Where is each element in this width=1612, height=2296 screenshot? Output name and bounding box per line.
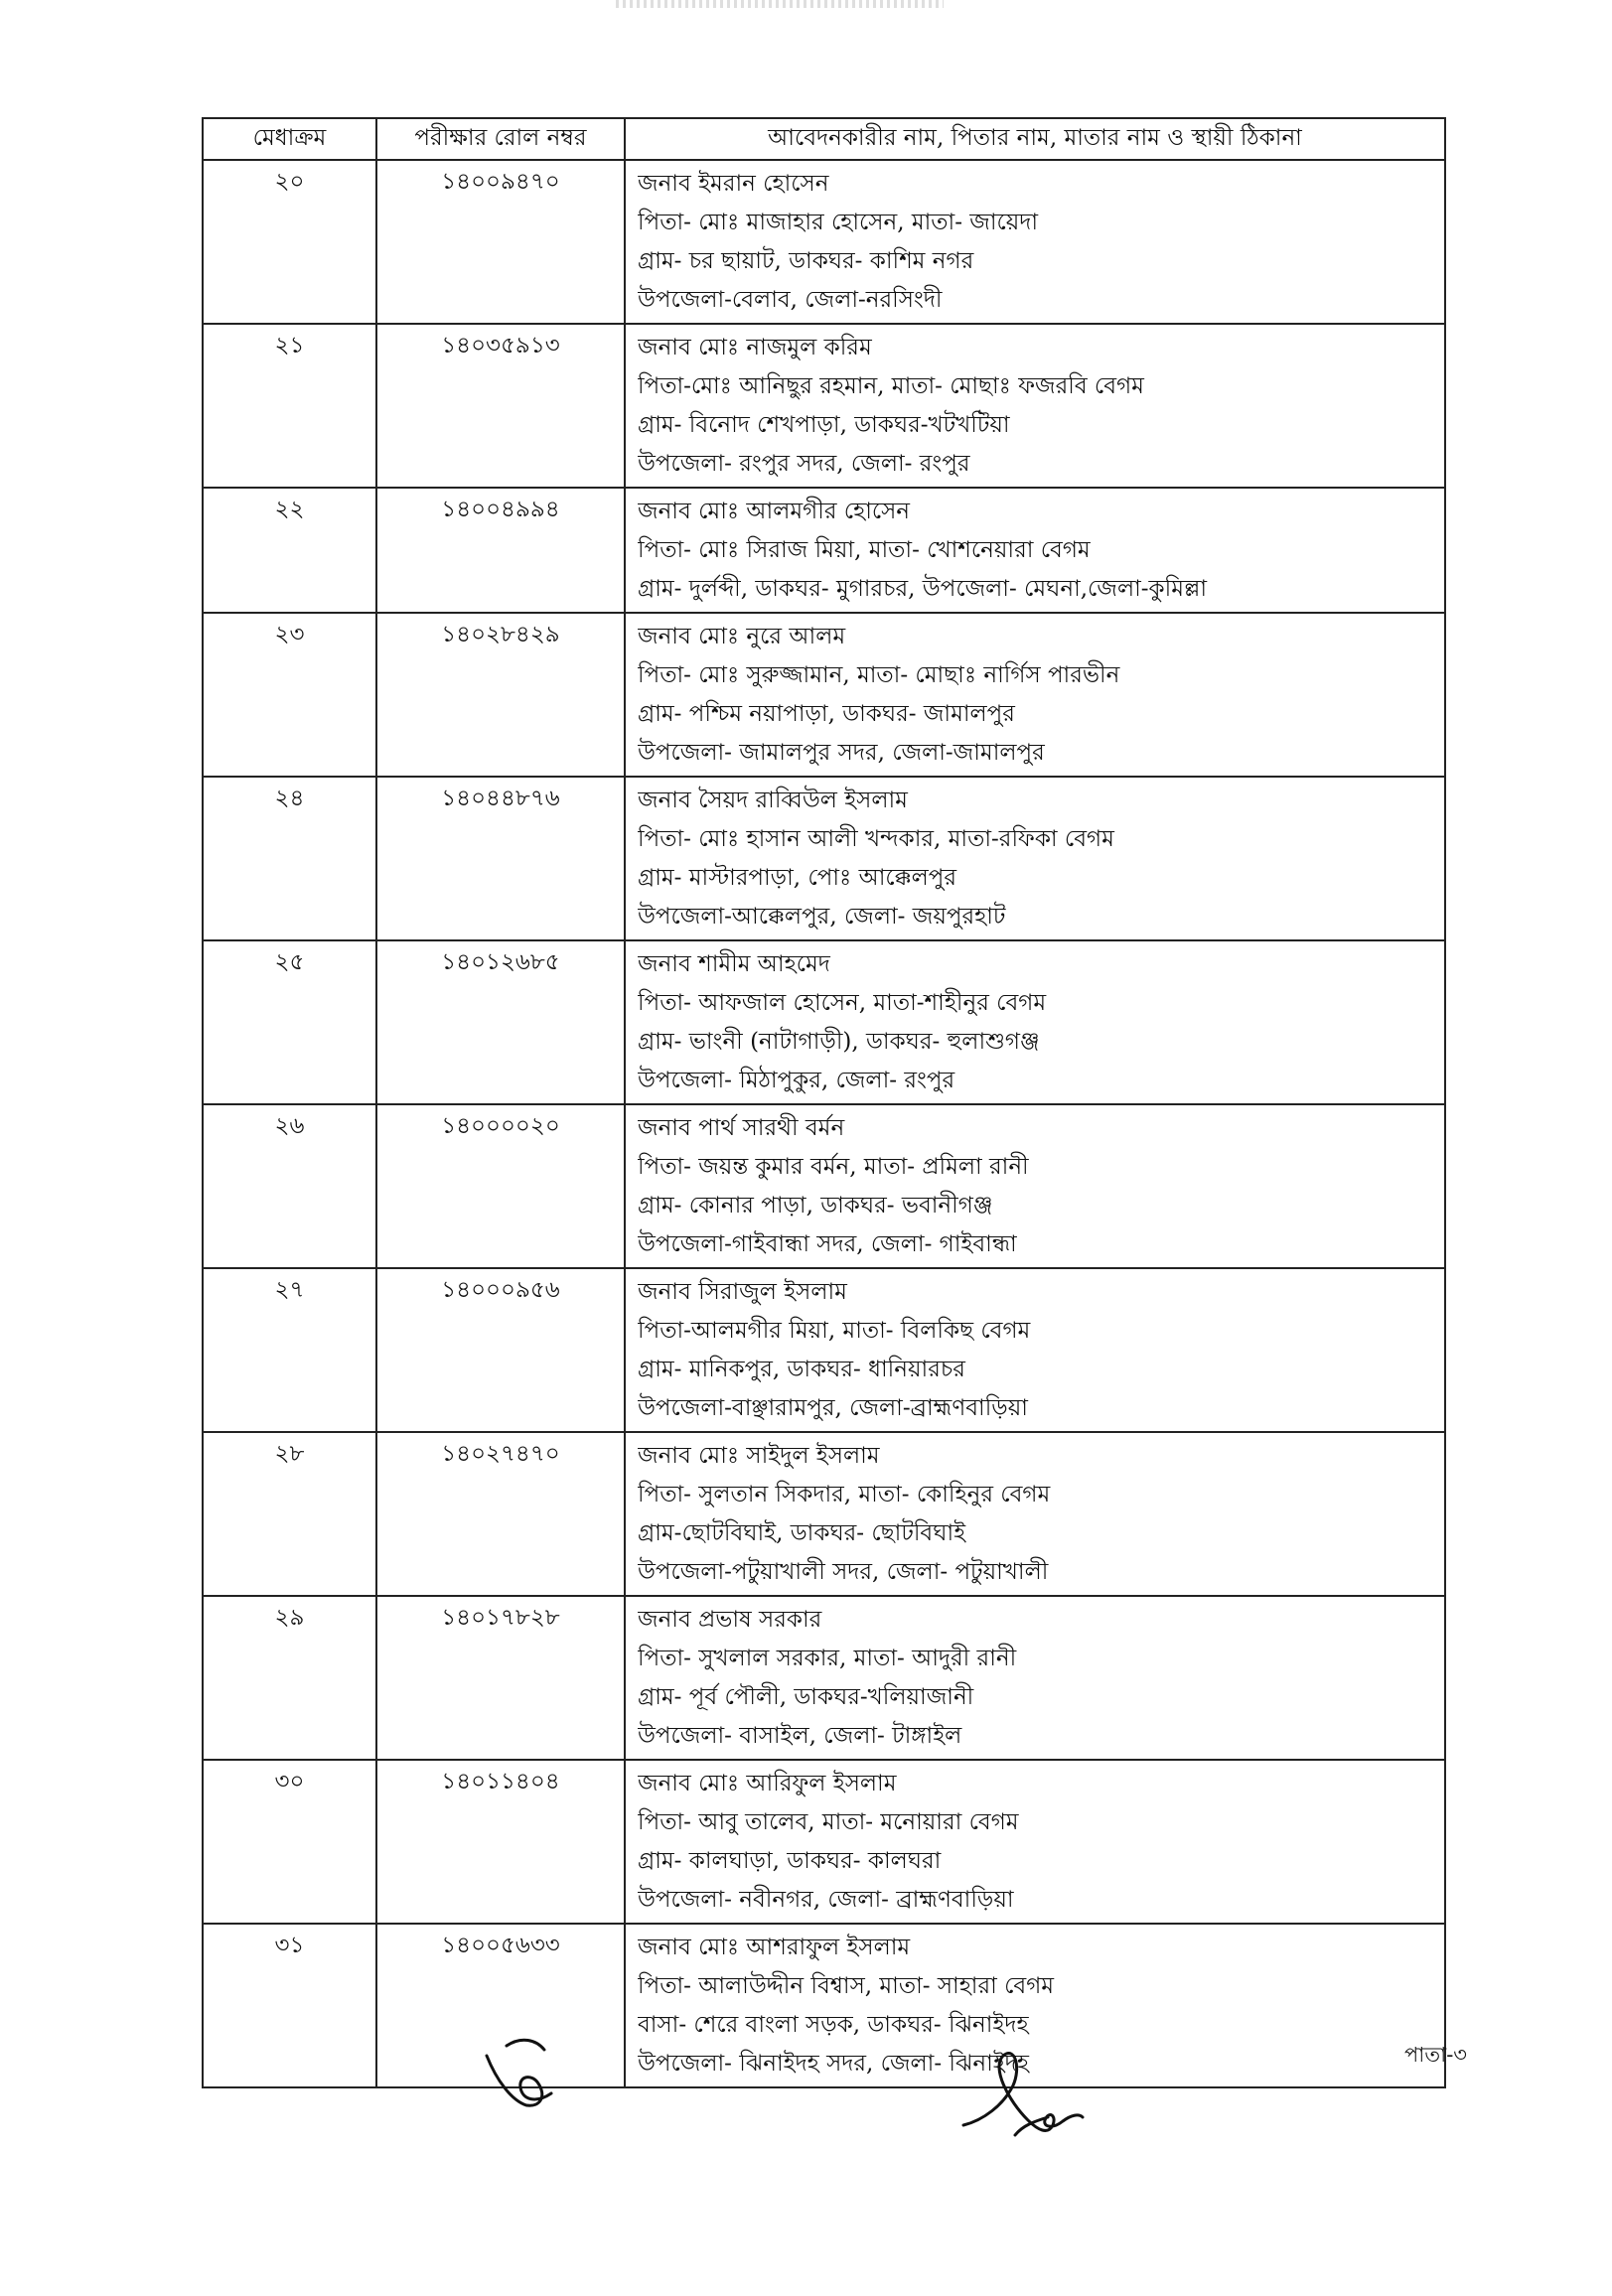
applicant-detail-line: গ্রাম- কালঘাড়া, ডাকঘর- কালঘরা [638,1848,942,1874]
applicant-detail-line: গ্রাম- দুর্লব্দী, ডাকঘর- মুগারচর, উপজেলা- মেঘনা,জেলা-কুমিল্লা [638,576,1208,602]
applicant-detail-line: পিতা- আলাউদ্দীন বিশ্বাস, মাতা- সাহারা বেগম [638,1973,1055,1999]
roll-cell [376,1596,625,1760]
applicant-details-cell [625,324,1445,488]
roll-cell [376,160,625,324]
applicant-detail-line: গ্রাম- মাস্টারপাড়া, পোঃ আক্কেলপুর [638,865,956,891]
applicant-detail-line: জনাব মোঃ সাইদুল ইসলাম [638,1443,880,1469]
applicant-detail-line: উপজেলা-বাঞ্ছারামপুর, জেলা-ব্রাহ্মণবাড়িয়া [638,1395,1028,1421]
roll-number: ১৪০১৭৮২৮ [441,1605,560,1631]
merit-cell [203,777,376,940]
table-row [203,488,1445,613]
roll-number: ১৪০১২৬৮৫ [441,949,560,975]
applicant-details-cell [625,613,1445,777]
applicant-detail-line: উপজেলা- ঝিনাইদহ সদর, জেলা- ঝিনাইদহ [638,2051,1029,2077]
merit-cell [203,324,376,488]
merit-number: ২৯ [274,1605,305,1631]
table-row [203,1596,1445,1760]
roll-number: ১৪০০৫৬৩৩ [441,1933,560,1958]
applicant-detail-line: জনাব পার্থ সারথী বর্মন [638,1115,845,1141]
roll-cell [376,1760,625,1924]
table-row [203,324,1445,488]
header-details: আবেদনকারীর নাম, পিতার নাম, মাতার নাম ও স্থায়ী ঠিকানা [625,118,1445,160]
applicant-detail-line: গ্রাম- পশ্চিম নয়াপাড়া, ডাকঘর- জামালপুর [638,701,1015,727]
applicant-detail-line: উপজেলা-পটুয়াখালী সদর, জেলা- পটুয়াখালী [638,1559,1049,1585]
applicant-detail-line: গ্রাম- বিনোদ শেখপাড়া, ডাকঘর-খটখটিয়া [638,412,1010,438]
roll-number: ১৪০০০৯৫৬ [441,1277,560,1303]
roll-cell [376,940,625,1104]
merit-number: ২১ [274,333,305,359]
merit-number: ৩০ [274,1769,305,1794]
merit-number: ২২ [274,497,305,522]
applicant-detail-line: পিতা- আফজাল হোসেন, মাতা-শাহীনুর বেগম [638,990,1047,1016]
roll-cell [376,777,625,940]
roll-cell [376,1104,625,1268]
table-row [203,613,1445,777]
applicant-details-cell [625,488,1445,613]
applicant-detail-line: পিতা-আলমগীর মিয়া, মাতা- বিলকিছ বেগম [638,1318,1031,1344]
signature-mark-right [953,2026,1102,2155]
applicant-detail-line: উপজেলা-আক্কেলপুর, জেলা- জয়পুরহাট [638,904,1006,930]
table-row [203,777,1445,940]
roll-number: ১৪০০০০২০ [441,1113,560,1139]
applicant-detail-line: জনাব মোঃ আশরাফুল ইসলাম [638,1935,911,1960]
applicant-detail-line: জনাব সৈয়দ রাব্বিউল ইসলাম [638,788,908,813]
merit-number: ২৫ [274,949,305,975]
applicant-detail-line: উপজেলা-বেলাব, জেলা-নরসিংদী [638,287,943,313]
applicant-details-cell [625,940,1445,1104]
applicant-detail-line: উপজেলা- নবীনগর, জেলা- ব্রাহ্মণবাড়িয়া [638,1887,1014,1913]
applicant-details-cell [625,160,1445,324]
merit-cell [203,1596,376,1760]
applicant-detail-line: উপজেলা-গাইবান্ধা সদর, জেলা- গাইবান্ধা [638,1231,1017,1257]
table-row [203,1924,1445,2087]
merit-number: ৩১ [274,1933,305,1958]
merit-cell [203,1104,376,1268]
table-row [203,1760,1445,1924]
applicant-detail-line: পিতা- মোঃ সুরুজ্জামান, মাতা- মোছাঃ নার্গিস পারভীন [638,662,1120,688]
merit-cell [203,1432,376,1596]
roll-number: ১৪০০৪৯৯৪ [441,497,560,522]
applicant-detail-line: উপজেলা- রংপুর সদর, জেলা- রংপুর [638,451,970,477]
applicant-detail-line: গ্রাম-ছোটবিঘাই, ডাকঘর- ছোটবিঘাই [638,1520,966,1546]
applicant-details-cell [625,1432,1445,1596]
merit-cell [203,488,376,613]
applicant-detail-line: জনাব ইমরান হোসেন [638,171,829,197]
applicant-details-cell [625,1104,1445,1268]
applicant-detail-line: পিতা- সুখলাল সরকার, মাতা- আদুরী রানী [638,1646,1017,1671]
roll-number: ১৪০২৭৪৭০ [441,1441,560,1467]
applicant-detail-line: উপজেলা- বাসাইল, জেলা- টাঙ্গাইল [638,1723,962,1749]
merit-number: ২৬ [274,1113,305,1139]
header-merit: মেধাক্রম [203,118,376,160]
applicant-detail-line: গ্রাম- পূর্ব পৌলী, ডাকঘর-খলিয়াজানী [638,1684,974,1710]
roll-cell [376,1268,625,1432]
table-header-row [203,118,1445,160]
applicant-detail-line: গ্রাম- চর ছায়াট, ডাকঘর- কাশিম নগর [638,248,974,274]
table-row [203,1104,1445,1268]
scan-artifact [616,0,944,8]
merit-list-table [202,117,1446,2088]
applicant-detail-line: গ্রাম- মানিকপুর, ডাকঘর- ধানিয়ারচর [638,1357,965,1382]
roll-cell [376,488,625,613]
roll-cell [376,1432,625,1596]
applicant-details-cell [625,777,1445,940]
applicant-detail-line: পিতা- মোঃ হাসান আলী খন্দকার, মাতা-রফিকা বেগম [638,826,1114,852]
header-roll: পরীক্ষার রোল নম্বর [376,118,625,160]
roll-number: ১৪০৪৪৮৭৬ [441,786,560,811]
applicant-detail-line: পিতা- জয়ন্ত কুমার বর্মন, মাতা- প্রমিলা রানী [638,1154,1029,1180]
roll-number: ১৪০২৮৪২৯ [441,622,560,647]
table-body [203,160,1445,2087]
merit-number: ২০ [274,169,305,195]
applicant-detail-line: বাসা- শেরে বাংলা সড়ক, ডাকঘর- ঝিনাইদহ [638,2012,1029,2038]
applicant-detail-line: জনাব সিরাজুল ইসলাম [638,1279,847,1305]
applicant-detail-line: জনাব মোঃ আরিফুল ইসলাম [638,1771,897,1796]
table-row [203,940,1445,1104]
roll-number: ১৪০১১৪০৪ [441,1769,560,1794]
applicant-detail-line: জনাব প্রভাষ সরকার [638,1607,822,1633]
applicant-detail-line: পিতা- মোঃ মাজাহার হোসেন, মাতা- জায়েদা [638,210,1039,235]
applicant-detail-line: গ্রাম- ভাংনী (নাটাগাড়ী), ডাকঘর- হুলাশুগঞ্জ [638,1029,1040,1055]
applicant-detail-line: উপজেলা- মিঠাপুকুর, জেলা- রংপুর [638,1068,955,1093]
merit-cell [203,940,376,1104]
roll-cell [376,613,625,777]
table-row [203,1268,1445,1432]
merit-cell [203,160,376,324]
roll-cell [376,324,625,488]
applicant-detail-line: জনাব শামীম আহমেদ [638,951,830,977]
merit-cell [203,1268,376,1432]
applicant-detail-line: পিতা- সুলতান সিকদার, মাতা- কোহিনুর বেগম [638,1482,1051,1507]
applicant-detail-line: উপজেলা- জামালপুর সদর, জেলা-জামালপুর [638,740,1045,766]
merit-cell [203,1760,376,1924]
roll-number: ১৪০৩৫৯১৩ [441,333,560,359]
merit-number: ২৭ [274,1277,305,1303]
applicant-details-cell [625,1760,1445,1924]
merit-number: ২৩ [274,622,305,647]
roll-number: ১৪০০৯৪৭০ [441,169,560,195]
applicant-detail-line: জনাব মোঃ আলমগীর হোসেন [638,499,911,524]
applicant-detail-line: জনাব মোঃ নাজমুল করিম [638,335,872,360]
applicant-detail-line: পিতা- মোঃ সিরাজ মিয়া, মাতা- খোশনেয়ারা বেগম [638,537,1091,563]
signature-mark-left [467,2026,576,2125]
merit-cell [203,1924,376,2087]
applicant-detail-line: জনাব মোঃ নুরে আলম [638,624,846,649]
merit-cell [203,613,376,777]
applicant-detail-line: পিতা-মোঃ আনিছুর রহমান, মাতা- মোছাঃ ফজরবি বেগম [638,373,1144,399]
applicant-detail-line: গ্রাম- কোনার পাড়া, ডাকঘর- ভবানীগঞ্জ [638,1193,993,1219]
applicant-details-cell [625,1596,1445,1760]
applicant-detail-line: পিতা- আবু তালেব, মাতা- মনোয়ারা বেগম [638,1809,1019,1835]
page-number: পাতা-৩ [1404,2043,1467,2067]
merit-number: ২৪ [274,786,305,811]
merit-number: ২৮ [274,1441,305,1467]
table-row [203,160,1445,324]
applicant-details-cell [625,1268,1445,1432]
table-row [203,1432,1445,1596]
